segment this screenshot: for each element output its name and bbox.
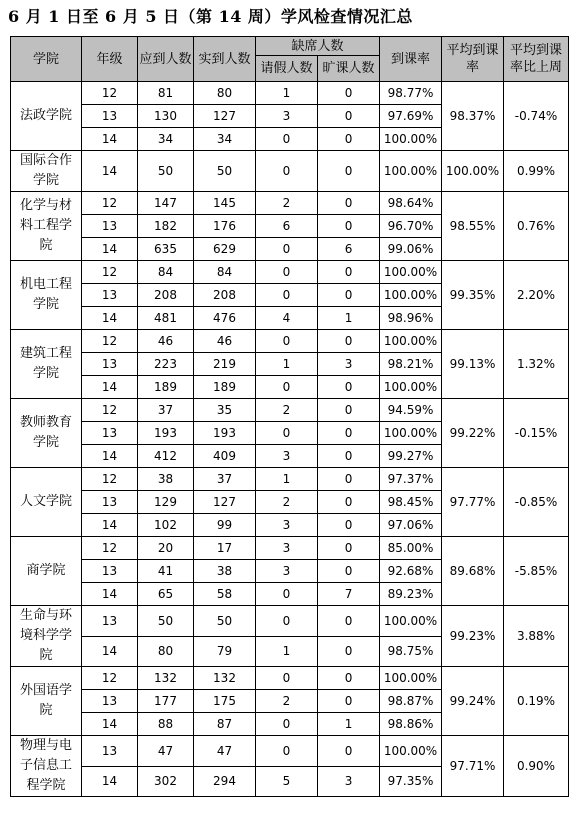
cell-rate: 100.00%	[380, 330, 442, 353]
cell-expected: 88	[138, 713, 194, 736]
avg-diff-cell: 1.32%	[504, 330, 569, 399]
college-name-line: 机电工程	[19, 277, 72, 292]
cell-expected: 80	[138, 636, 194, 667]
cell-actual: 294	[194, 766, 256, 797]
avg-diff-cell: -0.85%	[504, 468, 569, 537]
cell-actual: 37	[194, 468, 256, 491]
cell-leave: 4	[256, 307, 318, 330]
college-name-line: 境科学学	[19, 628, 72, 643]
cell-grade: 13	[82, 690, 138, 713]
college-name-line: 料工程学	[19, 218, 72, 233]
cell-grade: 13	[82, 560, 138, 583]
cell-expected: 132	[138, 667, 194, 690]
cell-truant: 6	[318, 238, 380, 261]
college-name-line: 学院	[32, 366, 59, 381]
cell-truant: 0	[318, 560, 380, 583]
college-name-cell	[11, 330, 82, 399]
cell-expected: 34	[138, 128, 194, 151]
college-name-line: 院	[39, 238, 53, 253]
cell-expected: 129	[138, 491, 194, 514]
cell-actual: 176	[194, 215, 256, 238]
cell-actual: 46	[194, 330, 256, 353]
avg-diff-cell: -0.74%	[504, 82, 569, 151]
college-name-line: 物理与电	[19, 738, 72, 753]
cell-grade: 13	[82, 284, 138, 307]
college-name-cell	[11, 606, 82, 667]
college-name-line: 人文学院	[19, 494, 72, 509]
cell-actual: 50	[194, 151, 256, 192]
cell-leave: 0	[256, 667, 318, 690]
page-title: 6 月 1 日至 6 月 5 日（第 14 周）学风检查情况汇总	[8, 7, 413, 26]
header-truant: 旷课人数	[318, 56, 380, 82]
cell-grade: 14	[82, 376, 138, 399]
college-name-line: 学院	[32, 173, 59, 188]
cell-expected: 65	[138, 583, 194, 606]
cell-expected: 81	[138, 82, 194, 105]
cell-actual: 99	[194, 514, 256, 537]
cell-leave: 2	[256, 690, 318, 713]
cell-grade: 12	[82, 399, 138, 422]
cell-grade: 14	[82, 128, 138, 151]
cell-leave: 1	[256, 468, 318, 491]
cell-actual: 476	[194, 307, 256, 330]
cell-actual: 87	[194, 713, 256, 736]
cell-truant: 0	[318, 128, 380, 151]
table-row	[11, 399, 569, 422]
cell-grade: 13	[82, 736, 138, 767]
cell-truant: 0	[318, 105, 380, 128]
cell-truant: 0	[318, 468, 380, 491]
cell-grade: 12	[82, 261, 138, 284]
header-rate: 到课率	[380, 37, 442, 82]
avg-rate-cell: 99.35%	[442, 261, 504, 330]
cell-grade: 12	[82, 82, 138, 105]
header-avg-rate: 平均到课率	[442, 37, 504, 82]
college-name-cell	[11, 736, 82, 797]
cell-rate: 100.00%	[380, 261, 442, 284]
cell-truant: 0	[318, 445, 380, 468]
avg-rate-cell: 99.24%	[442, 667, 504, 736]
table-header	[11, 37, 569, 82]
college-name-cell	[11, 192, 82, 261]
college-name-cell	[11, 399, 82, 468]
college-name-line: 子信息工	[19, 758, 72, 773]
cell-rate: 100.00%	[380, 151, 442, 192]
college-name-cell	[11, 261, 82, 330]
college-name-line: 学院	[32, 435, 59, 450]
table-row	[11, 261, 569, 284]
cell-grade: 13	[82, 422, 138, 445]
cell-rate: 98.64%	[380, 192, 442, 215]
avg-rate-cell: 99.13%	[442, 330, 504, 399]
cell-actual: 219	[194, 353, 256, 376]
cell-truant: 0	[318, 422, 380, 445]
cell-leave: 2	[256, 192, 318, 215]
cell-actual: 79	[194, 636, 256, 667]
cell-leave: 3	[256, 445, 318, 468]
cell-expected: 130	[138, 105, 194, 128]
avg-rate-cell: 99.22%	[442, 399, 504, 468]
college-name-line: 程学院	[26, 778, 66, 793]
college-name-cell	[11, 468, 82, 537]
cell-grade: 14	[82, 307, 138, 330]
cell-leave: 3	[256, 537, 318, 560]
cell-rate: 98.75%	[380, 636, 442, 667]
table-row	[11, 736, 569, 767]
cell-leave: 0	[256, 330, 318, 353]
cell-actual: 84	[194, 261, 256, 284]
cell-rate: 98.96%	[380, 307, 442, 330]
college-name-line: 国际合作	[19, 153, 72, 168]
college-name-line: 教师教育	[19, 415, 72, 430]
cell-leave: 3	[256, 560, 318, 583]
cell-actual: 38	[194, 560, 256, 583]
cell-actual: 132	[194, 667, 256, 690]
table-row	[11, 330, 569, 353]
cell-truant: 0	[318, 215, 380, 238]
cell-truant: 0	[318, 636, 380, 667]
cell-grade: 14	[82, 151, 138, 192]
cell-leave: 0	[256, 422, 318, 445]
cell-truant: 0	[318, 667, 380, 690]
cell-actual: 629	[194, 238, 256, 261]
cell-truant: 0	[318, 192, 380, 215]
cell-actual: 409	[194, 445, 256, 468]
table-row	[11, 468, 569, 491]
cell-leave: 3	[256, 514, 318, 537]
college-name-cell	[11, 151, 82, 192]
header-expected: 应到人数	[138, 37, 194, 82]
cell-truant: 7	[318, 583, 380, 606]
cell-rate: 98.21%	[380, 353, 442, 376]
cell-rate: 85.00%	[380, 537, 442, 560]
cell-truant: 0	[318, 330, 380, 353]
cell-rate: 100.00%	[380, 128, 442, 151]
cell-leave: 3	[256, 105, 318, 128]
cell-leave: 2	[256, 399, 318, 422]
college-name-line: 建筑工程	[19, 346, 72, 361]
college-name-cell	[11, 82, 82, 151]
cell-actual: 127	[194, 105, 256, 128]
cell-truant: 0	[318, 284, 380, 307]
cell-rate: 94.59%	[380, 399, 442, 422]
cell-expected: 50	[138, 606, 194, 637]
cell-grade: 12	[82, 537, 138, 560]
cell-expected: 182	[138, 215, 194, 238]
cell-expected: 189	[138, 376, 194, 399]
cell-leave: 0	[256, 128, 318, 151]
cell-expected: 41	[138, 560, 194, 583]
cell-grade: 13	[82, 105, 138, 128]
college-name-line: 外国语学	[19, 683, 72, 698]
cell-leave: 2	[256, 491, 318, 514]
cell-actual: 34	[194, 128, 256, 151]
cell-grade: 14	[82, 766, 138, 797]
cell-actual: 58	[194, 583, 256, 606]
cell-grade: 14	[82, 636, 138, 667]
cell-truant: 0	[318, 537, 380, 560]
cell-expected: 47	[138, 736, 194, 767]
cell-actual: 145	[194, 192, 256, 215]
cell-expected: 84	[138, 261, 194, 284]
avg-rate-cell: 98.37%	[442, 82, 504, 151]
cell-truant: 0	[318, 82, 380, 105]
cell-expected: 177	[138, 690, 194, 713]
college-name-line: 学院	[32, 297, 59, 312]
cell-expected: 302	[138, 766, 194, 797]
cell-rate: 89.23%	[380, 583, 442, 606]
cell-leave: 0	[256, 583, 318, 606]
cell-grade: 13	[82, 215, 138, 238]
cell-leave: 0	[256, 713, 318, 736]
cell-truant: 0	[318, 514, 380, 537]
avg-diff-cell: -0.15%	[504, 399, 569, 468]
cell-rate: 97.69%	[380, 105, 442, 128]
cell-grade: 14	[82, 445, 138, 468]
cell-rate: 98.87%	[380, 690, 442, 713]
cell-rate: 100.00%	[380, 667, 442, 690]
cell-rate: 100.00%	[380, 284, 442, 307]
cell-rate: 100.00%	[380, 422, 442, 445]
cell-expected: 38	[138, 468, 194, 491]
cell-grade: 14	[82, 713, 138, 736]
cell-rate: 96.70%	[380, 215, 442, 238]
header-avg-diff: 平均到课率比上周	[504, 37, 569, 82]
avg-diff-cell: 0.19%	[504, 667, 569, 736]
cell-grade: 14	[82, 238, 138, 261]
cell-rate: 100.00%	[380, 606, 442, 637]
cell-truant: 3	[318, 353, 380, 376]
cell-truant: 3	[318, 766, 380, 797]
table-row	[11, 606, 569, 637]
cell-expected: 147	[138, 192, 194, 215]
table-row	[11, 537, 569, 560]
avg-diff-cell: 0.90%	[504, 736, 569, 797]
cell-truant: 0	[318, 606, 380, 637]
cell-leave: 1	[256, 82, 318, 105]
cell-rate: 99.06%	[380, 238, 442, 261]
college-name-line: 院	[39, 648, 53, 663]
header-college: 学院	[11, 37, 82, 82]
avg-rate-cell: 89.68%	[442, 537, 504, 606]
avg-diff-cell: 3.88%	[504, 606, 569, 667]
cell-grade: 13	[82, 353, 138, 376]
cell-truant: 0	[318, 261, 380, 284]
cell-expected: 412	[138, 445, 194, 468]
table-row	[11, 82, 569, 105]
avg-diff-cell: 2.20%	[504, 261, 569, 330]
avg-rate-cell: 97.71%	[442, 736, 504, 797]
cell-expected: 102	[138, 514, 194, 537]
cell-actual: 17	[194, 537, 256, 560]
college-name-line: 生命与环	[19, 608, 72, 623]
cell-rate: 97.35%	[380, 766, 442, 797]
header-absent: 缺席人数	[256, 37, 380, 56]
cell-grade: 12	[82, 468, 138, 491]
cell-expected: 50	[138, 151, 194, 192]
avg-diff-cell: 0.76%	[504, 192, 569, 261]
cell-expected: 481	[138, 307, 194, 330]
avg-rate-cell: 100.00%	[442, 151, 504, 192]
cell-leave: 0	[256, 238, 318, 261]
cell-grade: 13	[82, 491, 138, 514]
avg-rate-cell: 97.77%	[442, 468, 504, 537]
cell-actual: 50	[194, 606, 256, 637]
table-row	[11, 151, 569, 192]
cell-leave: 0	[256, 261, 318, 284]
avg-rate-cell: 99.23%	[442, 606, 504, 667]
cell-grade: 13	[82, 606, 138, 637]
cell-grade: 14	[82, 514, 138, 537]
cell-leave: 1	[256, 353, 318, 376]
cell-grade: 12	[82, 330, 138, 353]
cell-truant: 0	[318, 690, 380, 713]
cell-expected: 37	[138, 399, 194, 422]
cell-rate: 92.68%	[380, 560, 442, 583]
cell-rate: 97.37%	[380, 468, 442, 491]
cell-leave: 0	[256, 606, 318, 637]
cell-rate: 98.77%	[380, 82, 442, 105]
cell-actual: 35	[194, 399, 256, 422]
cell-leave: 0	[256, 376, 318, 399]
cell-truant: 0	[318, 491, 380, 514]
avg-diff-cell: -5.85%	[504, 537, 569, 606]
cell-expected: 20	[138, 537, 194, 560]
cell-leave: 6	[256, 215, 318, 238]
cell-truant: 1	[318, 713, 380, 736]
cell-actual: 189	[194, 376, 256, 399]
table-row	[11, 192, 569, 215]
cell-rate: 98.86%	[380, 713, 442, 736]
college-name-line: 院	[39, 703, 53, 718]
cell-actual: 127	[194, 491, 256, 514]
college-name-line: 化学与材	[19, 198, 72, 213]
cell-actual: 47	[194, 736, 256, 767]
cell-truant: 1	[318, 307, 380, 330]
college-name-line: 法政学院	[19, 108, 72, 123]
cell-grade: 12	[82, 192, 138, 215]
header-grade: 年级	[82, 37, 138, 82]
table-row	[11, 667, 569, 690]
college-name-cell	[11, 667, 82, 736]
cell-leave: 0	[256, 284, 318, 307]
cell-grade: 12	[82, 667, 138, 690]
cell-actual: 193	[194, 422, 256, 445]
cell-leave: 0	[256, 736, 318, 767]
cell-truant: 0	[318, 399, 380, 422]
cell-truant: 0	[318, 151, 380, 192]
cell-rate: 100.00%	[380, 736, 442, 767]
cell-leave: 5	[256, 766, 318, 797]
cell-leave: 0	[256, 151, 318, 192]
cell-truant: 0	[318, 376, 380, 399]
header-actual: 实到人数	[194, 37, 256, 82]
cell-truant: 0	[318, 736, 380, 767]
cell-expected: 193	[138, 422, 194, 445]
cell-actual: 208	[194, 284, 256, 307]
cell-leave: 1	[256, 636, 318, 667]
cell-rate: 98.45%	[380, 491, 442, 514]
header-leave: 请假人数	[256, 56, 318, 82]
cell-actual: 175	[194, 690, 256, 713]
cell-grade: 14	[82, 583, 138, 606]
avg-diff-cell: 0.99%	[504, 151, 569, 192]
cell-rate: 97.06%	[380, 514, 442, 537]
cell-expected: 223	[138, 353, 194, 376]
cell-rate: 99.27%	[380, 445, 442, 468]
avg-rate-cell: 98.55%	[442, 192, 504, 261]
table-body	[11, 82, 569, 797]
college-name-cell	[11, 537, 82, 606]
cell-rate: 100.00%	[380, 376, 442, 399]
cell-actual: 80	[194, 82, 256, 105]
cell-expected: 46	[138, 330, 194, 353]
cell-expected: 208	[138, 284, 194, 307]
attendance-summary-table	[10, 36, 569, 797]
cell-expected: 635	[138, 238, 194, 261]
college-name-line: 商学院	[26, 563, 66, 578]
